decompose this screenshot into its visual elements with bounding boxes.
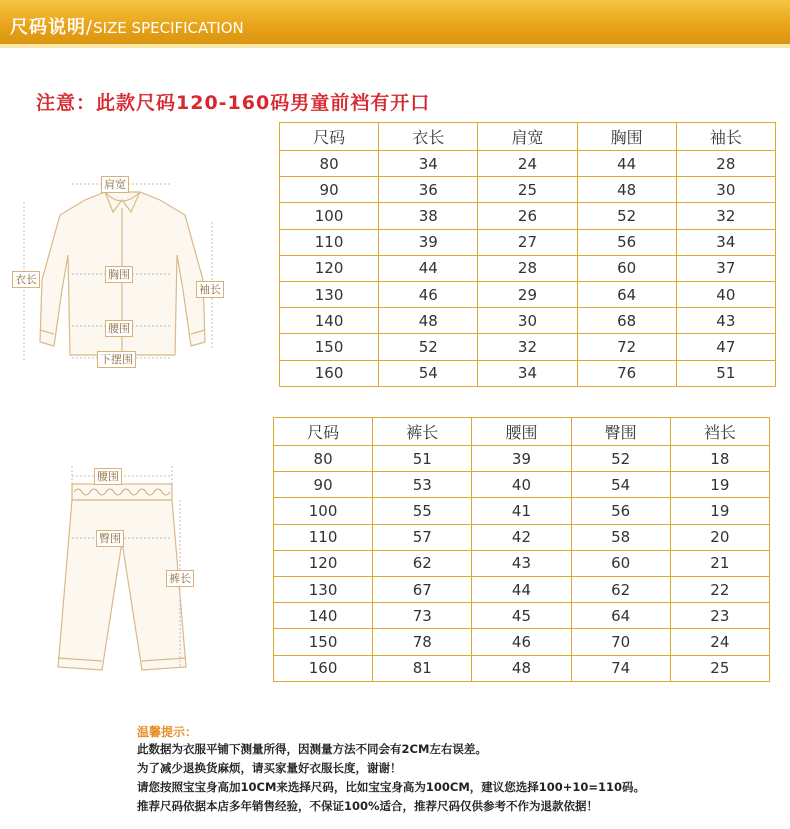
cell: 52 <box>571 446 670 472</box>
cell: 110 <box>280 229 379 255</box>
header-length: 裤长 <box>373 418 472 446</box>
cell: 90 <box>280 177 379 203</box>
cell: 52 <box>577 203 676 229</box>
cell: 37 <box>676 255 775 281</box>
shirt-diagram <box>10 170 240 370</box>
cell: 150 <box>280 334 379 360</box>
table-row <box>274 524 770 550</box>
table-row <box>274 550 770 576</box>
cell: 140 <box>274 603 373 629</box>
table-row <box>280 281 776 307</box>
table-row <box>274 655 770 681</box>
cell: 27 <box>478 229 577 255</box>
cell: 34 <box>379 151 478 177</box>
cell: 21 <box>670 550 769 576</box>
cell: 48 <box>472 655 571 681</box>
table-row <box>280 229 776 255</box>
shirt-size-table <box>279 122 776 387</box>
cell: 80 <box>280 151 379 177</box>
table-row <box>274 603 770 629</box>
cell: 54 <box>379 360 478 386</box>
cell: 25 <box>670 655 769 681</box>
cell: 24 <box>670 629 769 655</box>
cell: 56 <box>577 229 676 255</box>
cell: 140 <box>280 308 379 334</box>
cell: 120 <box>280 255 379 281</box>
cell: 55 <box>373 498 472 524</box>
tips-section <box>137 724 757 816</box>
cell: 40 <box>676 281 775 307</box>
cell: 25 <box>478 177 577 203</box>
cell: 78 <box>373 629 472 655</box>
cell: 60 <box>571 550 670 576</box>
table-row <box>280 334 776 360</box>
cell: 28 <box>478 255 577 281</box>
cell: 73 <box>373 603 472 629</box>
cell: 28 <box>676 151 775 177</box>
header-size: 尺码 <box>274 418 373 446</box>
cell: 81 <box>373 655 472 681</box>
cell: 43 <box>472 550 571 576</box>
tips-title: 温馨提示： <box>137 725 198 739</box>
header-sleeve: 袖长 <box>676 123 775 151</box>
header-size: 尺码 <box>280 123 379 151</box>
table-row <box>280 308 776 334</box>
title-en: SIZE SPECIFICATION <box>93 19 244 37</box>
tip-line-4: 推荐尺码依据本店多年销售经验，不保证100%适合，推荐尺码仅供参考不作为退款依据！ <box>137 799 599 813</box>
title-separator: / <box>86 17 94 38</box>
table-row <box>280 203 776 229</box>
header-rise: 裆长 <box>670 418 769 446</box>
cell: 41 <box>472 498 571 524</box>
table-row <box>274 629 770 655</box>
table-row <box>280 255 776 281</box>
table-row <box>280 177 776 203</box>
cell: 32 <box>478 334 577 360</box>
cell: 22 <box>670 576 769 602</box>
pants-diagram <box>50 462 210 684</box>
cell: 18 <box>670 446 769 472</box>
cell: 70 <box>571 629 670 655</box>
cell: 100 <box>280 203 379 229</box>
cell: 64 <box>571 603 670 629</box>
cell: 44 <box>577 151 676 177</box>
cell: 130 <box>280 281 379 307</box>
cell: 62 <box>373 550 472 576</box>
notice-text: 注意：此款尺码120-160码男童前裆有开口 <box>36 92 431 114</box>
header-shoulder: 肩宽 <box>478 123 577 151</box>
shirt-chest-label: 胸围 <box>105 266 133 283</box>
cell: 68 <box>577 308 676 334</box>
title-cn: 尺码说明 <box>10 17 86 38</box>
cell: 34 <box>676 229 775 255</box>
cell: 80 <box>274 446 373 472</box>
cell: 130 <box>274 576 373 602</box>
cell: 39 <box>379 229 478 255</box>
table-row <box>274 446 770 472</box>
shirt-hem-label: 下摆围 <box>97 351 136 368</box>
cell: 72 <box>577 334 676 360</box>
cell: 29 <box>478 281 577 307</box>
cell: 20 <box>670 524 769 550</box>
pants-waist-label: 腰围 <box>94 468 122 485</box>
cell: 47 <box>676 334 775 360</box>
cell: 160 <box>274 655 373 681</box>
table-row <box>274 576 770 602</box>
table-row <box>280 360 776 386</box>
cell: 60 <box>577 255 676 281</box>
cell: 76 <box>577 360 676 386</box>
header-banner <box>0 0 790 48</box>
cell: 46 <box>379 281 478 307</box>
cell: 51 <box>676 360 775 386</box>
cell: 110 <box>274 524 373 550</box>
cell: 26 <box>478 203 577 229</box>
cell: 51 <box>373 446 472 472</box>
cell: 160 <box>280 360 379 386</box>
cell: 62 <box>571 576 670 602</box>
cell: 32 <box>676 203 775 229</box>
table-row <box>274 472 770 498</box>
cell: 38 <box>379 203 478 229</box>
cell: 57 <box>373 524 472 550</box>
cell: 54 <box>571 472 670 498</box>
shirt-sleeve-label: 袖长 <box>196 281 224 298</box>
header-length: 衣长 <box>379 123 478 151</box>
cell: 30 <box>478 308 577 334</box>
cell: 46 <box>472 629 571 655</box>
pants-size-table <box>273 417 770 682</box>
cell: 58 <box>571 524 670 550</box>
table-header-row <box>274 418 770 446</box>
cell: 53 <box>373 472 472 498</box>
cell: 34 <box>478 360 577 386</box>
tip-line-3: 请您按照宝宝身高加10CM来选择尺码，比如宝宝身高为100CM，建议您选择100+10=110码。 <box>137 780 646 794</box>
cell: 52 <box>379 334 478 360</box>
cell: 36 <box>379 177 478 203</box>
header-waist: 腰围 <box>472 418 571 446</box>
cell: 67 <box>373 576 472 602</box>
tip-line-1: 此数据为衣服平铺下测量所得，因测量方法不同会有2CM左右误差。 <box>137 742 487 756</box>
cell: 90 <box>274 472 373 498</box>
pants-length-label: 裤长 <box>166 570 194 587</box>
table-row <box>280 151 776 177</box>
header-chest: 胸围 <box>577 123 676 151</box>
cell: 23 <box>670 603 769 629</box>
shirt-shoulder-label: 肩宽 <box>101 176 129 193</box>
cell: 43 <box>676 308 775 334</box>
cell: 100 <box>274 498 373 524</box>
cell: 120 <box>274 550 373 576</box>
cell: 150 <box>274 629 373 655</box>
cell: 44 <box>472 576 571 602</box>
cell: 42 <box>472 524 571 550</box>
table-header-row <box>280 123 776 151</box>
cell: 19 <box>670 498 769 524</box>
tip-line-2: 为了减少退换货麻烦，请买家量好衣服长度，谢谢！ <box>137 761 402 775</box>
cell: 30 <box>676 177 775 203</box>
page-title <box>10 13 244 39</box>
cell: 56 <box>571 498 670 524</box>
table-row <box>274 498 770 524</box>
cell: 39 <box>472 446 571 472</box>
cell: 64 <box>577 281 676 307</box>
cell: 24 <box>478 151 577 177</box>
shirt-waist-label: 腰围 <box>105 320 133 337</box>
cell: 19 <box>670 472 769 498</box>
cell: 74 <box>571 655 670 681</box>
shirt-length-label: 衣长 <box>12 271 40 288</box>
cell: 44 <box>379 255 478 281</box>
cell: 48 <box>379 308 478 334</box>
pants-hip-label: 臀围 <box>96 530 124 547</box>
cell: 45 <box>472 603 571 629</box>
cell: 40 <box>472 472 571 498</box>
cell: 48 <box>577 177 676 203</box>
header-hip: 臀围 <box>571 418 670 446</box>
